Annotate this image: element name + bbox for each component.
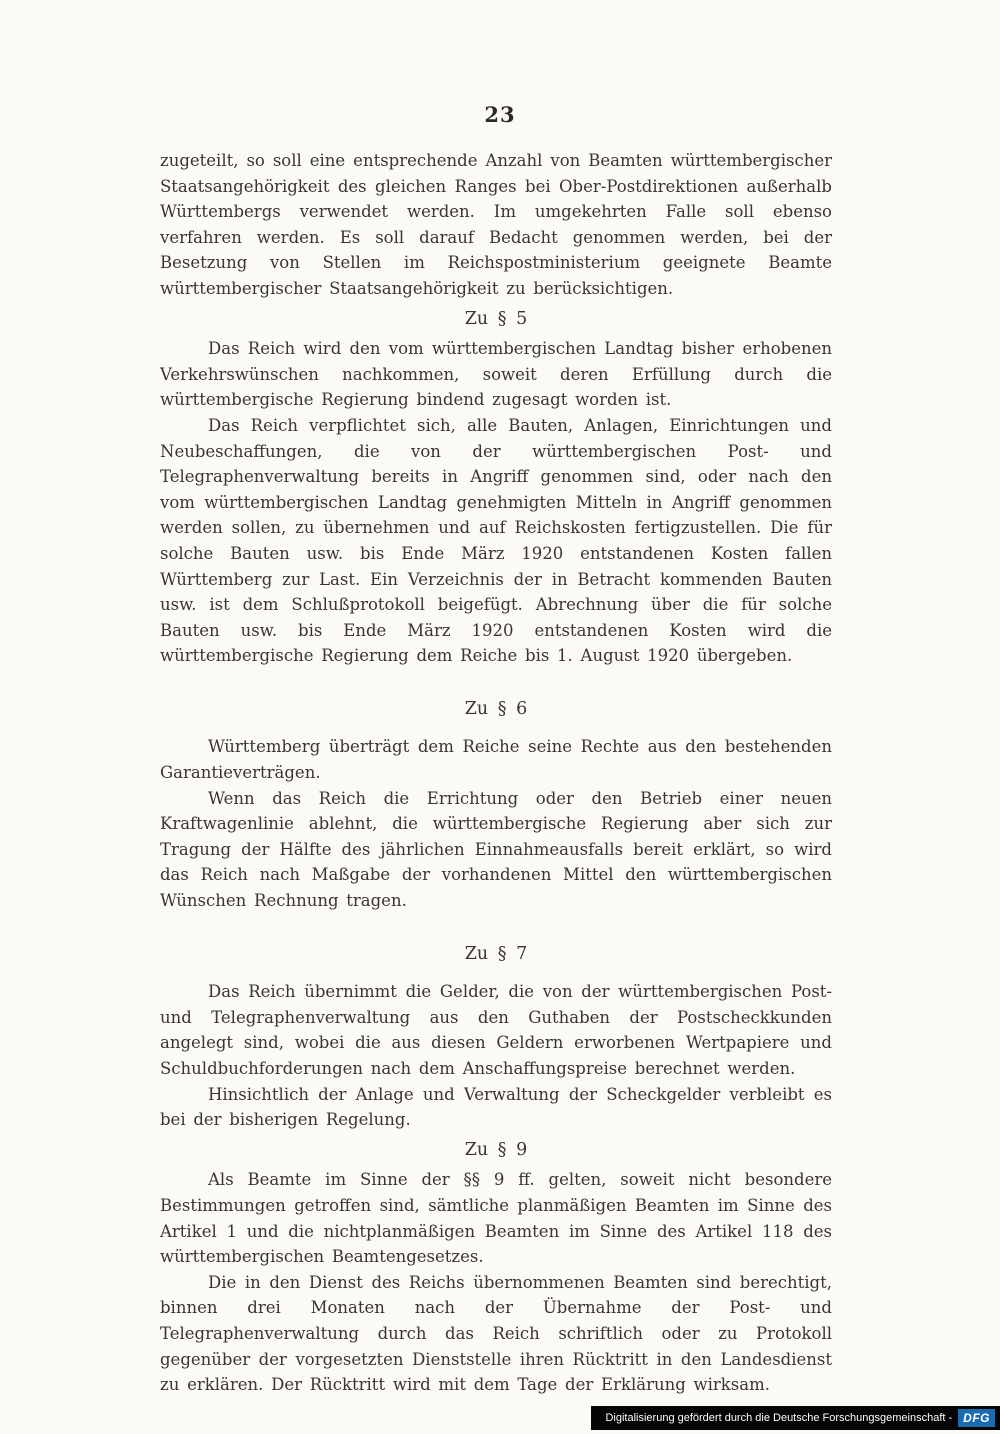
footer-text: Digitalisierung gefördert durch die Deutsche Forschungsgemeinschaft -	[605, 1412, 953, 1424]
dfg-logo: DFG	[958, 1409, 995, 1427]
paragraph: Das Reich übernimmt die Gelder, die von der württembergischen Post- und Telegraphenverwaltung aus den Guthaben der Postscheckkunden angelegt sind, wobei die aus diesen Geldern erworbenen Wertpapiere und Schuldbuchforderungen nach dem Anschaffungspreise berechnet werden.	[160, 982, 832, 1078]
paragraph: Das Reich verpflichtet sich, alle Bauten, Anlagen, Einrichtungen und Neubeschaffungen, die von der württembergischen Post- und Telegraphenverwaltung bereits in Angriff genommen sind, oder nach den vom württembergischen Landtag genehmigten Mitteln in Angriff genommen werden sollen, zu übernehmen und auf Reichskosten fertigzustellen. Die für solche Bauten usw. bis Ende März 1920 entstandenen Kosten fallen Württemberg zur Last. Ein Verzeichnis der in Betracht kommenden Bauten usw. ist dem Schlußprotokoll beigefügt. Abrechnung über die für solche Bauten usw. bis Ende März 1920 entstandenen Kosten wird die württembergische Regierung dem Reiche bis 1. August 1920 übergeben.	[160, 415, 832, 666]
paragraph: Wenn das Reich die Errichtung oder den Betrieb einer neuen Kraftwagenlinie ablehnt, die württembergische Regierung aber sich zur Tragung der Hälfte des jährlichen Einnahmeausfalls bereit erklärt, so wird das Reich nach Maßgabe der vorhandenen Mittel den württembergischen Wünschen Rechnung tragen.	[160, 788, 832, 911]
paragraph: Württemberg überträgt dem Reiche seine Rechte aus den bestehenden Garantieverträgen.	[160, 737, 832, 783]
page-number: 23	[484, 102, 516, 127]
paragraph-continuation: zugeteilt, so soll eine entsprechende Anzahl von Beamten württembergischer Staatsangehörigkeit des gleichen Ranges bei Ober-Postdirektionen außerhalb Württembergs verwendet werden. Im umgekehrten Falle soll ebenso verfahren werden. Es soll darauf Bedacht genommen werden, bei der Besetzung von Stellen im Reichspostministerium geeignete Beamte württembergischer Staatsangehörigkeit zu berücksichtigen.	[160, 151, 832, 298]
paragraph: Hinsichtlich der Anlage und Verwaltung der Scheckgelder verbleibt es bei der bisherigen Regelung.	[160, 1084, 832, 1130]
document-body	[160, 148, 832, 1398]
digitization-footer	[591, 1406, 1000, 1430]
section-heading-zu-9: Zu § 9	[464, 1139, 528, 1160]
paragraph: Die in den Dienst des Reichs übernommenen Beamten sind berechtigt, binnen drei Monaten nach der Übernahme der Post- und Telegraphenverwaltung durch das Reich schriftlich oder zu Protokoll gegenüber der vorgesetzten Dienststelle ihren Rücktritt in den Landesdienst zu erklären. Der Rücktritt wird mit dem Tage der Erklärung wirksam.	[160, 1272, 832, 1395]
section-heading-zu-5: Zu § 5	[464, 308, 528, 329]
section-heading-zu-7: Zu § 7	[464, 943, 528, 964]
section-heading-zu-6: Zu § 6	[464, 698, 528, 719]
paragraph: Das Reich wird den vom württembergischen Landtag bisher erhobenen Verkehrswünschen nachkommen, soweit deren Erfüllung durch die württembergische Regierung bindend zugesagt worden ist.	[160, 339, 832, 410]
paragraph: Als Beamte im Sinne der §§ 9 ff. gelten, soweit nicht besondere Bestimmungen getroffen sind, sämtliche planmäßigen Beamten im Sinne des Artikel 1 und die nichtplanmäßigen Beamten im Sinne des Artikel 118 des württembergischen Beamtengesetzes.	[160, 1170, 832, 1267]
